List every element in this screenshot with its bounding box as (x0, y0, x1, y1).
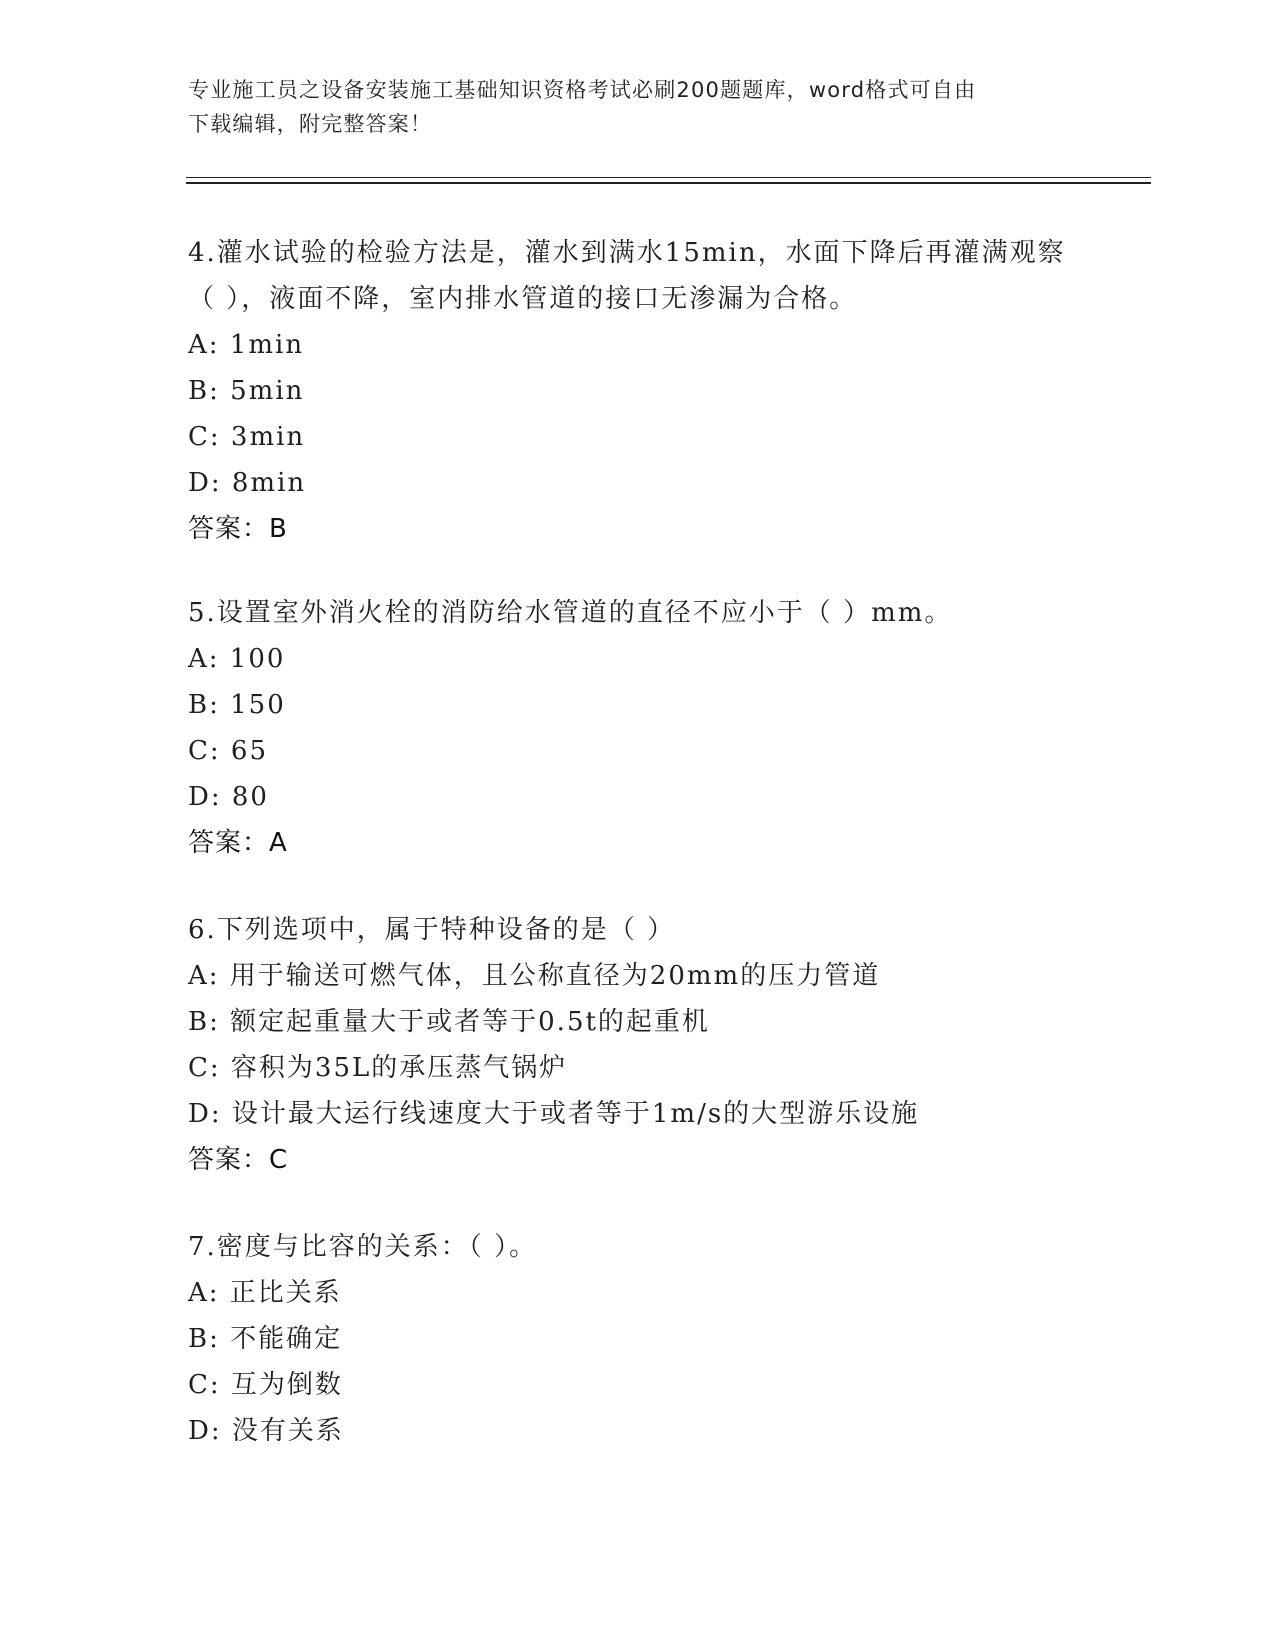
option-c: C: 3min (188, 422, 306, 452)
document-header (188, 73, 1088, 141)
option-d: D: 没有关系 (188, 1416, 344, 1446)
question-stem-line: （ ），液面不降，室内排水管道的接口无渗漏为合格。 (188, 284, 858, 314)
option-d: D: 80 (188, 782, 269, 812)
question-7 (188, 1224, 1108, 1454)
header-line-2: 下载编辑，附完整答案！ (188, 112, 433, 136)
answer-line: 答案：A (188, 828, 288, 858)
option-d: D: 设计最大运行线速度大于或者等于1m/s的大型游乐设施 (188, 1099, 920, 1129)
question-stem-line: 6.下列选项中，属于特种设备的是（ ） (188, 915, 676, 945)
option-b: B: 150 (188, 690, 286, 720)
option-c: C: 65 (188, 736, 269, 766)
option-d: D: 8min (188, 468, 307, 498)
option-c: C: 互为倒数 (188, 1370, 343, 1400)
answer-line: 答案：B (188, 514, 288, 544)
option-a: A: 100 (188, 644, 286, 674)
option-a: A: 1min (188, 330, 305, 360)
question-6 (188, 907, 1108, 1183)
option-a: A: 用于输送可燃气体，且公称直径为20mm的压力管道 (188, 961, 881, 991)
option-b: B: 5min (188, 376, 305, 406)
option-a: A: 正比关系 (188, 1278, 342, 1308)
header-line-1: 专业施工员之设备安装施工基础知识资格考试必刷200题题库，word格式可自由 (188, 78, 977, 102)
question-stem-line: 7.密度与比容的关系：（ ）。 (188, 1232, 538, 1262)
option-c: C: 容积为35L的承压蒸气锅炉 (188, 1053, 568, 1083)
question-stem-line: 5.设置室外消火栓的消防给水管道的直径不应小于（ ）mm。 (188, 598, 953, 628)
option-b: B: 额定起重量大于或者等于0.5t的起重机 (188, 1007, 710, 1037)
question-5 (188, 590, 1108, 866)
question-4 (188, 230, 1108, 552)
option-b: B: 不能确定 (188, 1324, 343, 1354)
header-divider-thick (186, 182, 1151, 184)
question-stem-line: 4.灌水试验的检验方法是，灌水到满水15min，水面下降后再灌满观察 (188, 238, 1066, 268)
answer-line: 答案：C (188, 1145, 289, 1175)
header-divider-thin (186, 177, 1151, 178)
